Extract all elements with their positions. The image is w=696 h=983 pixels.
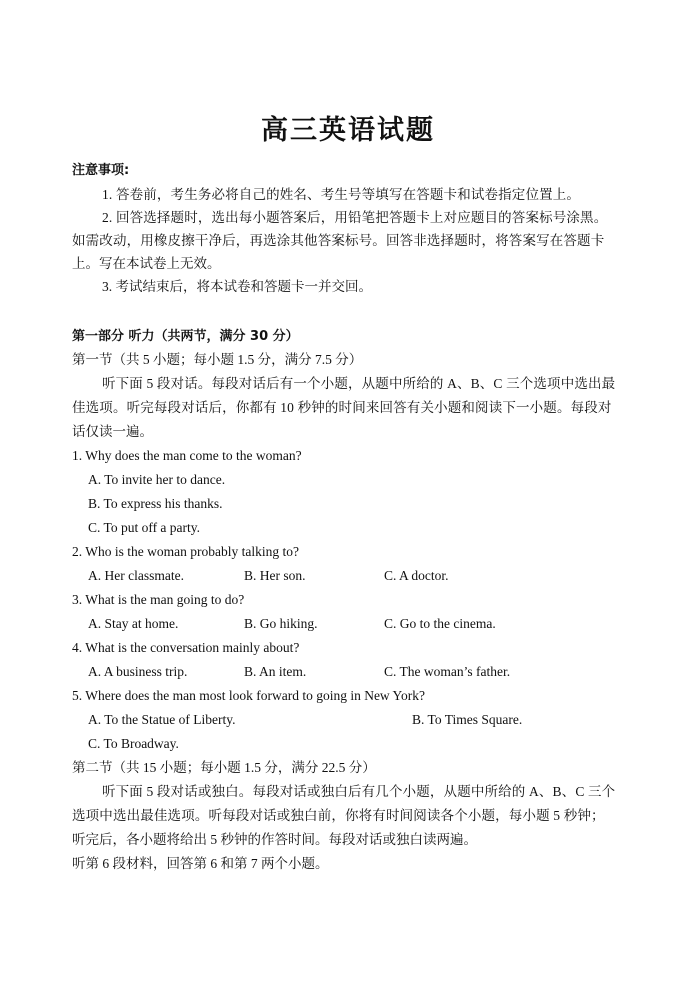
section1-heading: 第一节（共 5 小题；每小题 1.5 分，满分 7.5 分） — [72, 352, 363, 367]
section1-instructions-line-1: 听下面 5 段对话。每段对话后有一个小题，从题中所给的 A、B、C 三个选项中选出最 — [102, 376, 616, 391]
question-2-option-b: B. Her son. — [244, 568, 306, 583]
notice-item-2-line-1: 2. 回答选择题时，选出每小题答案后，用铅笔把答题卡上对应题目的答案标号涂黑。 — [102, 210, 608, 225]
question-1-option-b: B. To express his thanks. — [88, 496, 223, 511]
question-5-option-b: B. To Times Square. — [412, 712, 523, 727]
section2-instructions-line-1: 听下面 5 段对话或独白。每段对话或独白后有几个小题，从题中所给的 A、B、C 三个 — [102, 784, 616, 799]
question-4-option-b: B. An item. — [244, 664, 307, 679]
question-3: 3. What is the man going to do? — [72, 592, 245, 607]
question-2: 2. Who is the woman probably talking to? — [72, 544, 299, 559]
section2-heading: 第二节（共 15 小题；每小题 1.5 分，满分 22.5 分） — [72, 760, 376, 775]
question-4-option-a: A. A business trip. — [88, 664, 188, 679]
notice-item-3: 3. 考试结束后，将本试卷和答题卡一并交回。 — [102, 279, 372, 294]
question-2-option-a: A. Her classmate. — [88, 568, 184, 583]
question-4: 4. What is the conversation mainly about? — [72, 640, 300, 655]
section1-instructions-line-2: 佳选项。听完每段对话后，你都有 10 秒钟的时间来回答有关小题和阅读下一小题。每段对 — [72, 400, 612, 415]
question-5-option-a: A. To the Statue of Liberty. — [88, 712, 236, 727]
section2-instructions-line-2: 选项中选出最佳选项。听每段对话或独白前，你将有时间阅读各个小题，每小题 5 秒钟； — [72, 808, 605, 823]
section1-instructions-line-3: 话仅读一遍。 — [72, 424, 153, 439]
question-2-option-c: C. A doctor. — [384, 568, 449, 583]
notice-heading: 注意事项: — [72, 163, 130, 178]
part1-heading: 第一部分 听力（共两节，满分 30 分） — [72, 329, 299, 344]
notice-item-2-line-2: 如需改动，用橡皮擦干净后，再选涂其他答案标号。回答非选择题时，将答案写在答题卡 — [72, 233, 605, 248]
section2-instructions-line-3: 听完后，各小题将给出 5 秒钟的作答时间。每段对话或独白读两遍。 — [72, 832, 477, 847]
question-1: 1. Why does the man come to the woman? — [72, 448, 302, 463]
question-5: 5. Where does the man most look forward to going in New York? — [72, 688, 425, 703]
notice-item-2-line-3: 上。写在本试卷上无效。 — [72, 256, 221, 271]
question-4-option-c: C. The woman’s father. — [384, 664, 511, 679]
question-5-option-c: C. To Broadway. — [88, 736, 179, 751]
page-title: 高三英语试题 — [261, 115, 435, 146]
notice-item-1: 1. 答卷前，考生务必将自己的姓名、考生号等填写在答题卡和试卷指定位置上。 — [102, 187, 581, 202]
section2-material-note: 听第 6 段材料，回答第 6 和第 7 两个小题。 — [72, 856, 329, 871]
question-3-option-b: B. Go hiking. — [244, 616, 318, 631]
question-1-option-c: C. To put off a party. — [88, 520, 201, 535]
question-1-option-a: A. To invite her to dance. — [88, 472, 226, 487]
question-3-option-c: C. Go to the cinema. — [384, 616, 496, 631]
question-3-option-a: A. Stay at home. — [88, 616, 179, 631]
